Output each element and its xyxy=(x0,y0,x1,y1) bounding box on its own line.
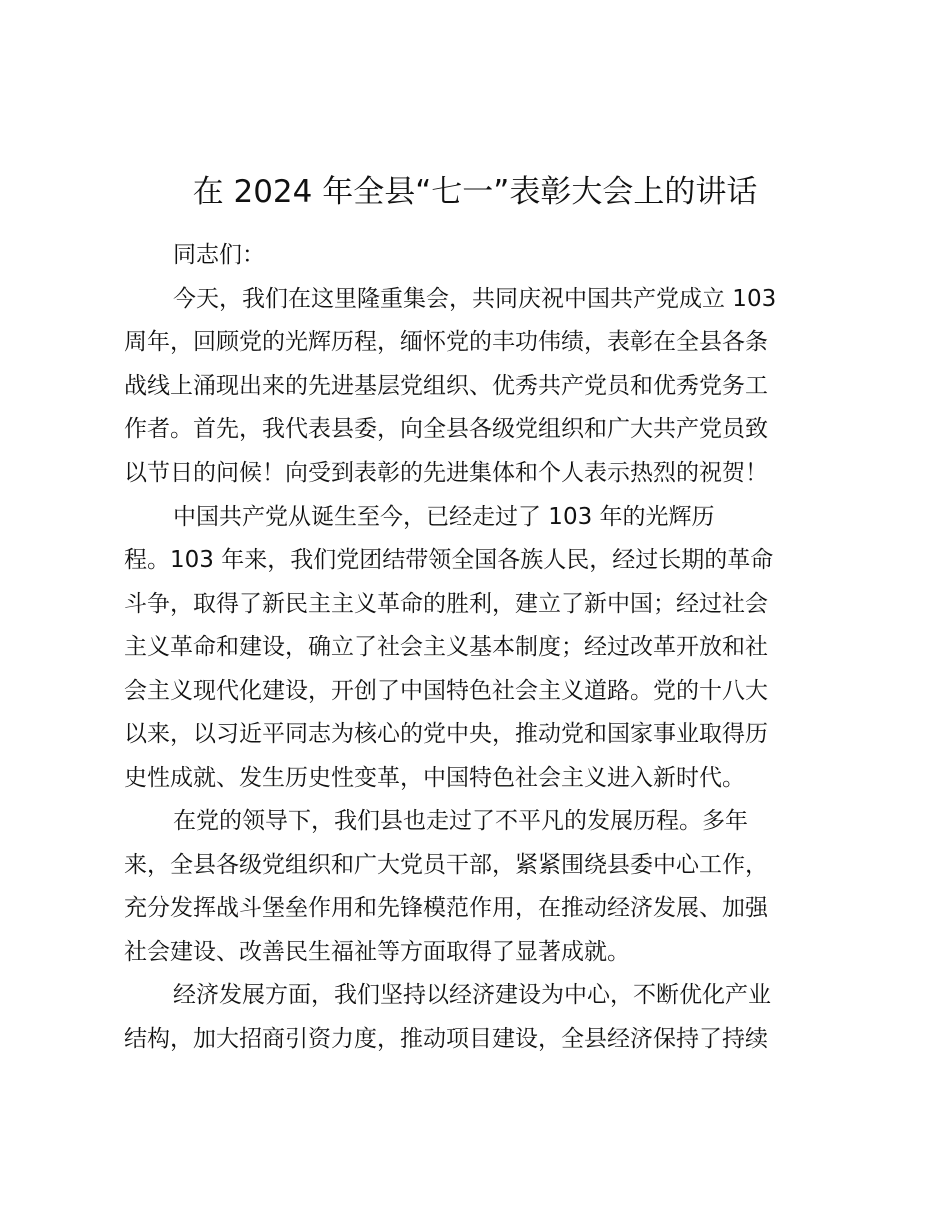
paragraph-line: 作者。首先，我代表县委，向全县各级党组织和广大共产党员致 xyxy=(124,416,768,442)
paragraph-line: 在党的领导下，我们县也走过了不平凡的发展历程。多年 xyxy=(173,808,748,834)
salutation: 同志们： xyxy=(173,242,265,268)
paragraph-line: 以节日的问候！向受到表彰的先进集体和个人表示热烈的祝贺！ xyxy=(124,460,768,486)
paragraph-line: 会主义现代化建设，开创了中国特色社会主义道路。党的十八大 xyxy=(124,678,768,704)
document-title: 在 2024 年全县“七一”表彰大会上的讲话 xyxy=(192,174,758,210)
paragraph-line: 充分发挥战斗堡垒作用和先锋模范作用，在推动经济发展、加强 xyxy=(124,895,768,921)
paragraph-line: 社会建设、改善民生福祉等方面取得了显著成就。 xyxy=(124,939,630,965)
paragraph-line: 斗争，取得了新民主主义革命的胜利，建立了新中国；经过社会 xyxy=(124,591,768,617)
paragraph-line: 战线上涌现出来的先进基层党组织、优秀共产党员和优秀党务工 xyxy=(124,373,768,399)
paragraph-line: 主义革命和建设，确立了社会主义基本制度；经过改革开放和社 xyxy=(124,634,768,660)
paragraph-line: 来，全县各级党组织和广大党员干部，紧紧围绕县委中心工作， xyxy=(124,852,768,878)
paragraph-line: 程。103 年来，我们党团结带领全国各族人民，经过长期的革命 xyxy=(124,547,774,573)
paragraph-line: 结构，加大招商引资力度，推动项目建设，全县经济保持了持续 xyxy=(124,1026,768,1052)
paragraph-line: 中国共产党从诞生至今，已经走过了 103 年的光辉历 xyxy=(173,504,715,530)
paragraph-line: 周年，回顾党的光辉历程，缅怀党的丰功伟绩，表彰在全县各条 xyxy=(124,329,768,355)
paragraph-line: 史性成就、发生历史性变革，中国特色社会主义进入新时代。 xyxy=(124,765,745,791)
paragraph-line: 今天，我们在这里隆重集会，共同庆祝中国共产党成立 103 xyxy=(173,286,777,312)
paragraph-line: 经济发展方面，我们坚持以经济建设为中心，不断优化产业 xyxy=(173,982,771,1008)
paragraph-line: 以来，以习近平同志为核心的党中央，推动党和国家事业取得历 xyxy=(124,721,768,747)
